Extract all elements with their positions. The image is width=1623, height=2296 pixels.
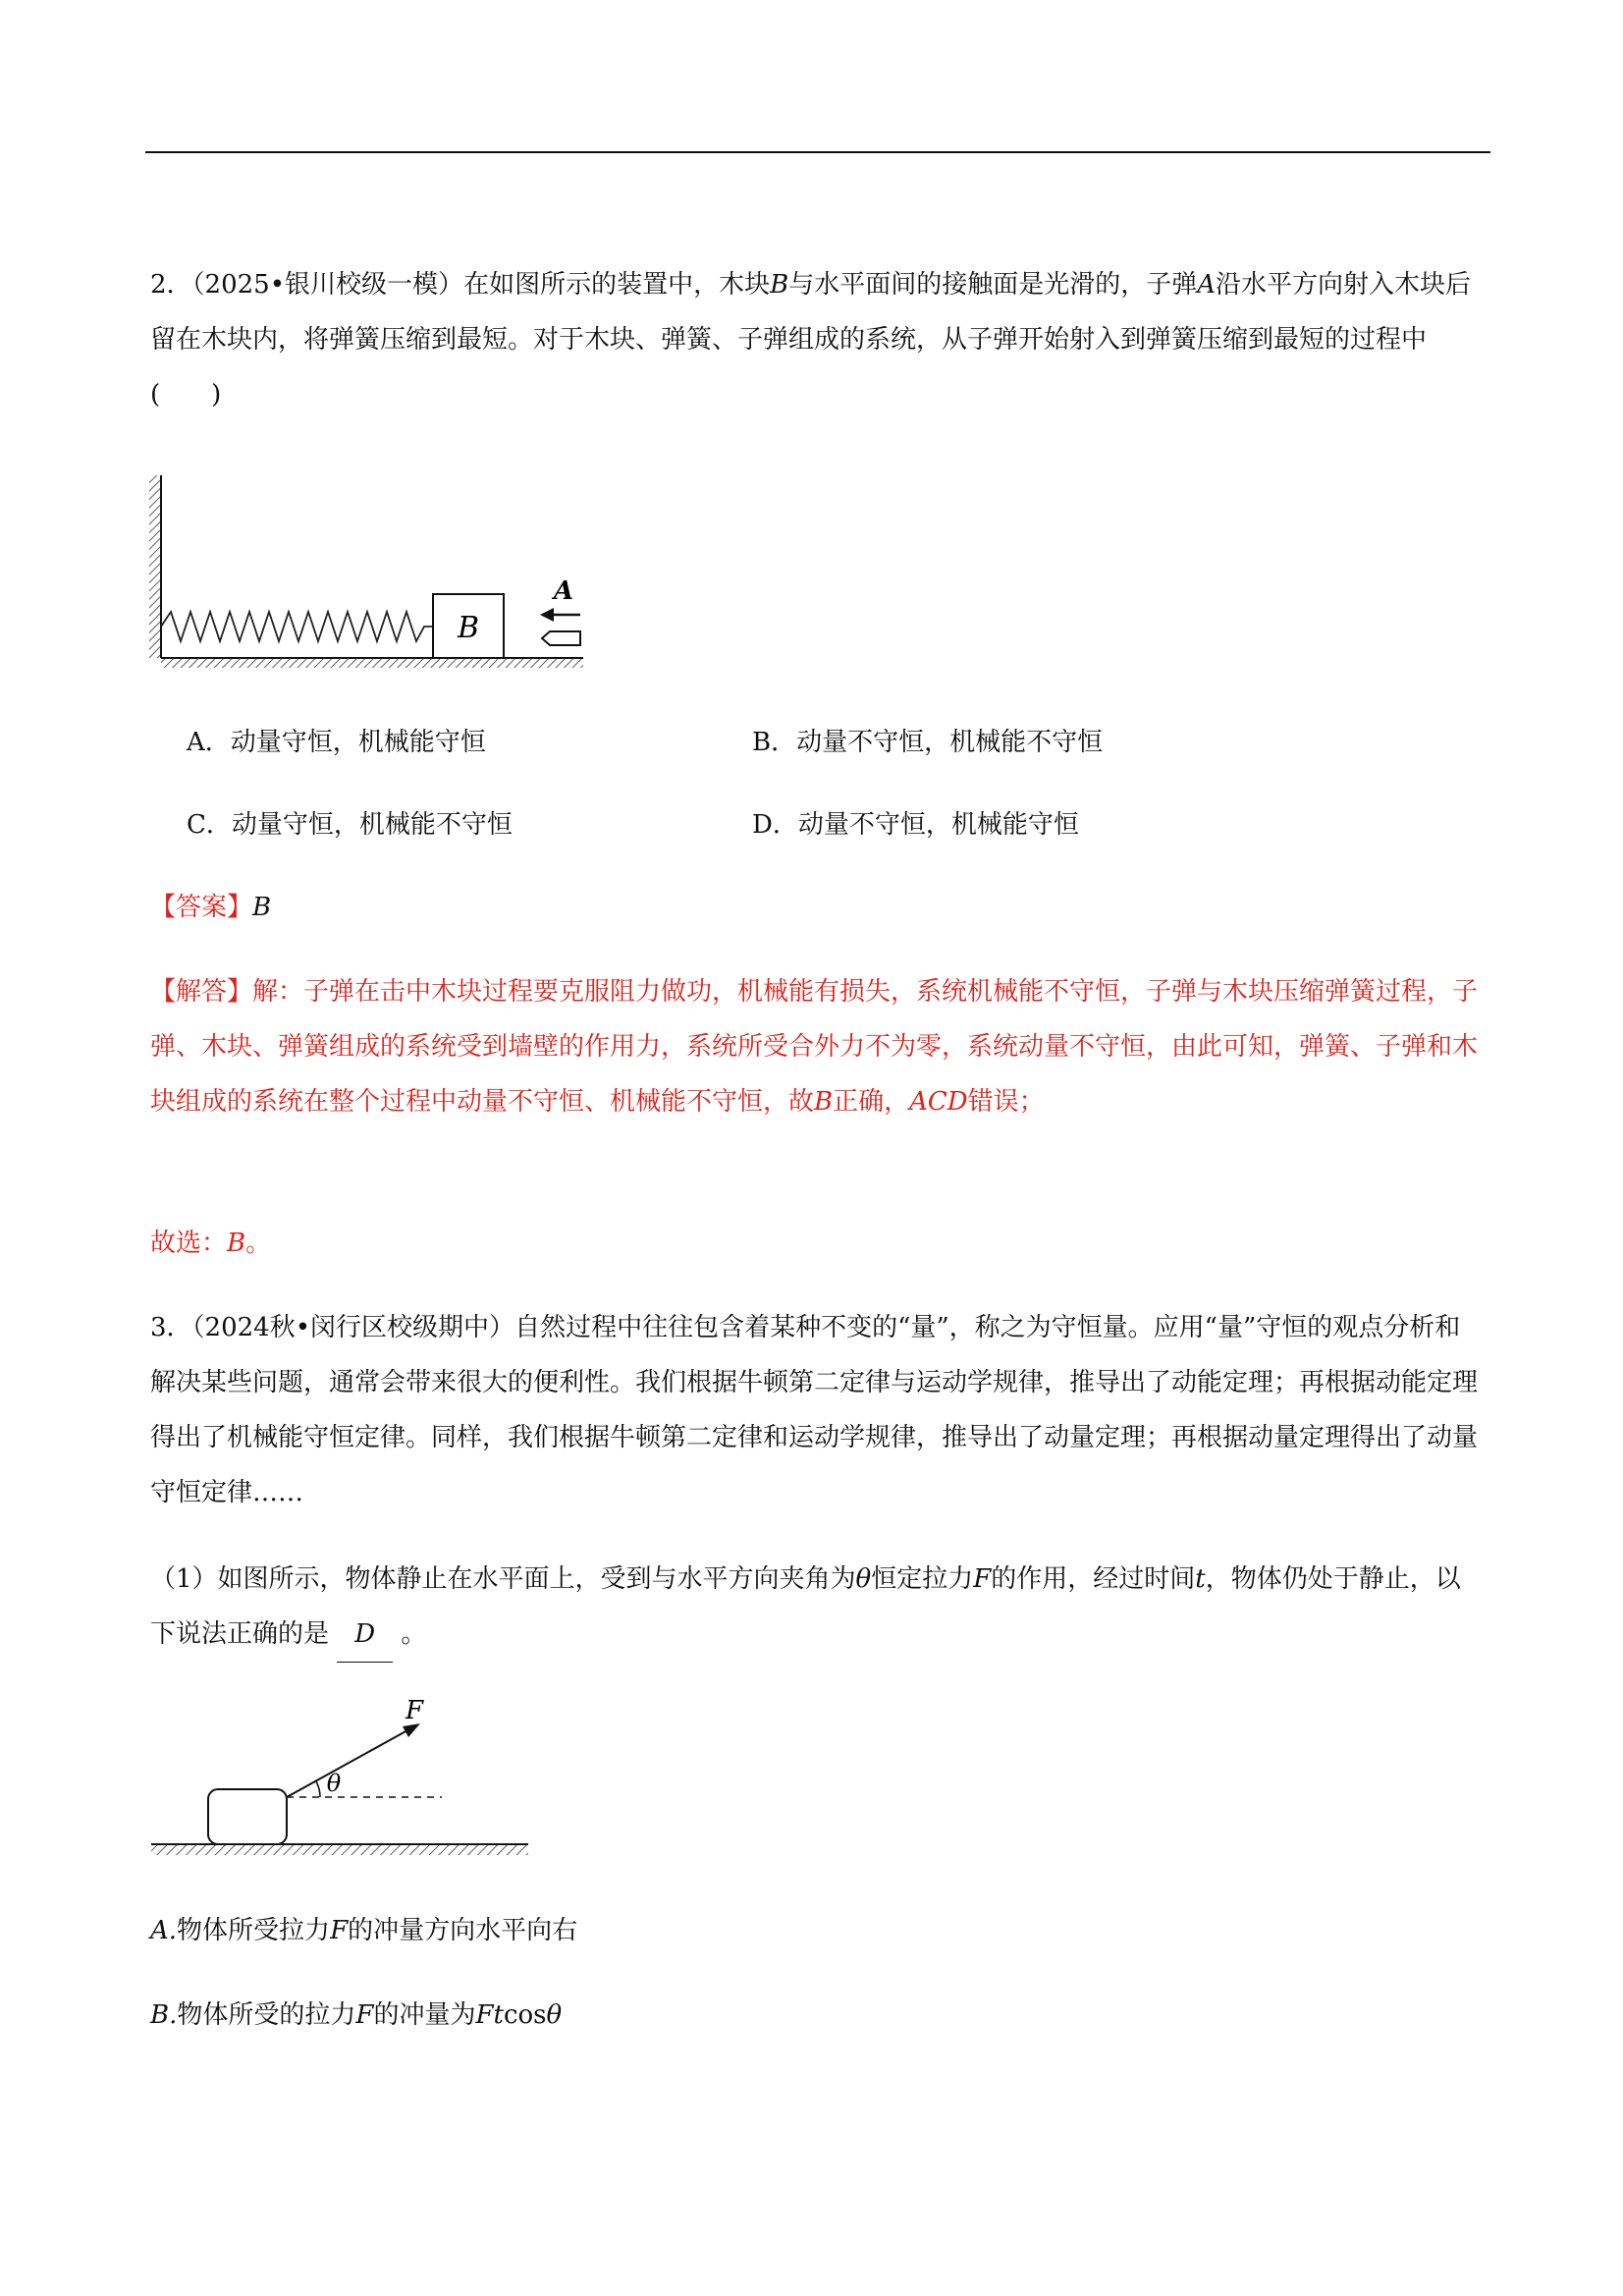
velocity-arrowhead — [540, 608, 554, 622]
force-arrowhead — [403, 1723, 420, 1737]
variable-A: A — [1197, 270, 1216, 300]
sub-question-1: （1）如图所示，物体静止在水平面上，受到与水平方向夹角为θ恒定拉力F的作用，经过时间t，物体仍处于静止，以下说法正确的是 D 。 — [150, 1552, 1486, 1663]
header-rule — [145, 151, 1490, 153]
bullet-label: A — [553, 576, 574, 606]
q3-option-b: B.物体所受的拉力F的冲量为Ftcosθ — [150, 2000, 563, 2030]
bullet-A — [542, 631, 580, 645]
solution-text: 【解答】解：子弹在击中木块过程要克服阻力做功，机械能有损失，系统机械能不守恒，子弹与木块压缩弹簧过程，子弹、木块、弹簧组成的系统受到墙壁的作用力，系统所受合外力不为零，系统动量不守恒，由此可知，弹簧、子弹和木块组成的系统在整个过程中动量不守恒、机械能不守恒，故B正确，ACD错误； — [150, 977, 1479, 1117]
spring-block-figure — [145, 469, 587, 676]
wall-hatch — [149, 475, 161, 658]
q3-option-a: A.物体所受拉力F的冲量方向水平向右 — [150, 1916, 578, 1945]
spring — [161, 612, 433, 641]
angle-label: θ — [326, 1770, 342, 1797]
question-2-stem: 2．（2025•银川校级一模）在如图所示的装置中，木块B与水平面间的接触面是光滑的，子弹A沿水平方向射入木块后留在木块内，将弹簧压缩到最短。对于木块、弹簧、子弹组成的系统，从子弹开始射入到弹簧压缩到最短的过程中( ) — [150, 270, 1471, 410]
solution-label: 【解答】 — [150, 977, 253, 1007]
question-source: （2024秋•闵行区校级期中） — [191, 1313, 515, 1342]
question-number: 2． — [150, 270, 192, 300]
force-angle-figure — [147, 1689, 540, 1866]
force-label: F — [405, 1696, 424, 1725]
object-block — [208, 1789, 287, 1844]
block-label: B — [457, 611, 480, 645]
option-d: D．动量不守恒，机械能守恒 — [752, 810, 1079, 840]
ground-hatch — [151, 1845, 528, 1855]
answer-value: B — [252, 893, 272, 922]
option-a: A．动量守恒，机械能守恒 — [187, 728, 486, 757]
floor-hatch — [161, 658, 583, 668]
option-b: B．动量不守恒，机械能不守恒 — [752, 728, 1104, 757]
option-c: C．动量守恒，机械能不守恒 — [187, 810, 513, 840]
choose-line: 故选：B。 — [150, 1229, 272, 1258]
question-number: 3． — [150, 1313, 192, 1342]
answer-parenthesis: ( ) — [150, 380, 222, 410]
question-3-stem: 3．（2024秋•闵行区校级期中）自然过程中往往包含着某种不变的“量”，称之为守恒量。应用“量”守恒的观点分析和解决某些问题，通常会带来很大的便利性。我们根据牛顿第二定律与运动学规律，推导出了动能定理；再根据动能定理得出了机械能守恒定律。同样，我们根据牛顿第二定律和运动学规律，推导出了动量定理；再根据动量定理得出了动量守恒定律…… — [150, 1313, 1479, 1507]
answer-label: 【答案】 — [150, 893, 253, 922]
force-vector — [287, 1730, 407, 1797]
variable-B: B — [770, 270, 789, 300]
answer-line — [150, 880, 1486, 935]
question-source: （2025•银川校级一模） — [191, 270, 464, 300]
answer-blank: D — [337, 1607, 393, 1663]
angle-arc — [316, 1781, 320, 1797]
